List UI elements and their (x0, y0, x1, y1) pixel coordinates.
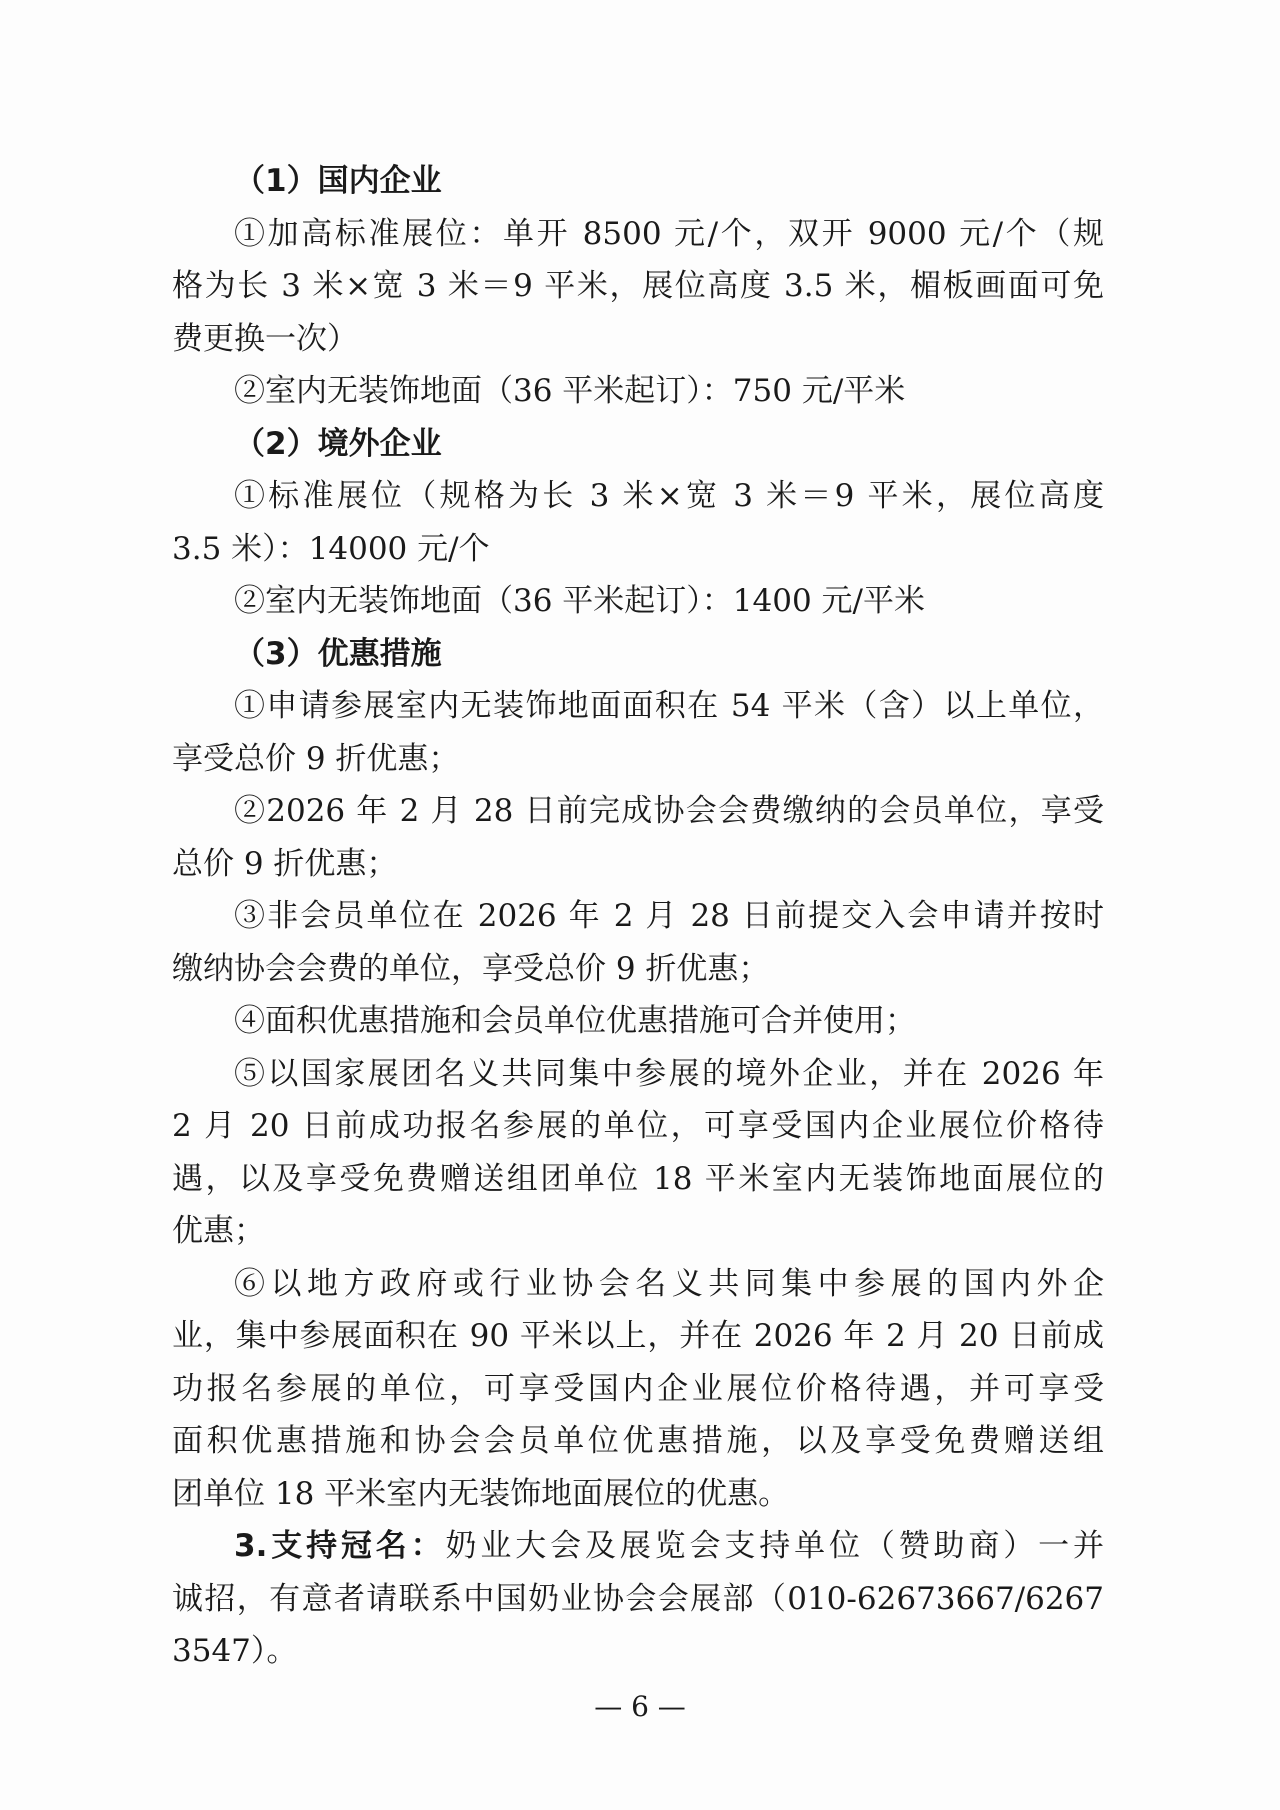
paragraph-line: 3547）。 (172, 1633, 298, 1669)
paragraph-line: ④面积优惠措施和会员单位优惠措施可合并使用； (234, 1003, 916, 1039)
paragraph-line: 缴纳协会会费的单位，享受总价 9 折优惠； (172, 950, 770, 987)
paragraph-line: ①加高标准展位：单开 8500 元/个，双开 9000 元/个（规 (234, 215, 1104, 252)
paragraph-line: ②2026 年 2 月 28 日前完成协会会费缴纳的会员单位，享受 (234, 793, 1104, 829)
paragraph-line: 面积优惠措施和协会会员单位优惠措施，以及享受免费赠送组 (172, 1423, 1104, 1459)
paragraph-line: 优惠； (172, 1213, 265, 1249)
paragraph-line: ⑥以地方政府或行业协会名义共同集中参展的国内外企 (234, 1265, 1104, 1302)
paragraph-line: ②室内无装饰地面（36 平米起订）：750 元/平米 (234, 373, 906, 409)
section-heading-domestic: （1）国内企业 (234, 163, 442, 199)
paragraph-line: 团单位 18 平米室内无装饰地面展位的优惠。 (172, 1475, 790, 1512)
paragraph-line: 费更换一次） (172, 320, 358, 357)
paragraph-line: 业，集中参展面积在 90 平米以上，并在 2026 年 2 月 20 日前成 (172, 1318, 1104, 1354)
document-body (172, 155, 1104, 1678)
paragraph-line: ⑤以国家展团名义共同集中参展的境外企业，并在 2026 年 (234, 1055, 1104, 1092)
paragraph-line: ①标准展位（规格为长 3 米×宽 3 米＝9 平米，展位高度 (234, 478, 1104, 514)
sponsorship-lead: 3.支持冠名： (234, 1528, 446, 1564)
paragraph-line: 遇，以及享受免费赠送组团单位 18 平米室内无装饰地面展位的 (172, 1160, 1104, 1197)
section-heading-overseas: （2）境外企业 (234, 425, 442, 462)
page-number: — 6 — (594, 1690, 686, 1723)
section-heading-discounts: （3）优惠措施 (234, 635, 442, 672)
paragraph-line: 诚招，有意者请联系中国奶业协会会展部（010-62673667/6267 (172, 1580, 1104, 1617)
paragraph-line: ③非会员单位在 2026 年 2 月 28 日前提交入会申请并按时 (234, 898, 1104, 934)
paragraph-line: 总价 9 折优惠； (172, 845, 398, 882)
paragraph-line: 2 月 20 日前成功报名参展的单位，可享受国内企业展位价格待 (172, 1108, 1104, 1144)
sponsorship-text: 奶业大会及展览会支持单位（赞助商）一并 (445, 1528, 1104, 1564)
paragraph-line: ①申请参展室内无装饰地面面积在 54 平米（含）以上单位， (234, 688, 1104, 724)
sponsorship-line (172, 1520, 1104, 1573)
paragraph-line: 享受总价 9 折优惠； (172, 740, 460, 777)
paragraph-line: 功报名参展的单位，可享受国内企业展位价格待遇，并可享受 (172, 1370, 1104, 1407)
paragraph-line: 3.5 米）：14000 元/个 (172, 530, 490, 567)
paragraph-line: 格为长 3 米×宽 3 米＝9 平米，展位高度 3.5 米，楣板画面可免 (172, 268, 1104, 304)
paragraph-line: ②室内无装饰地面（36 平米起订）：1400 元/平米 (234, 583, 925, 619)
